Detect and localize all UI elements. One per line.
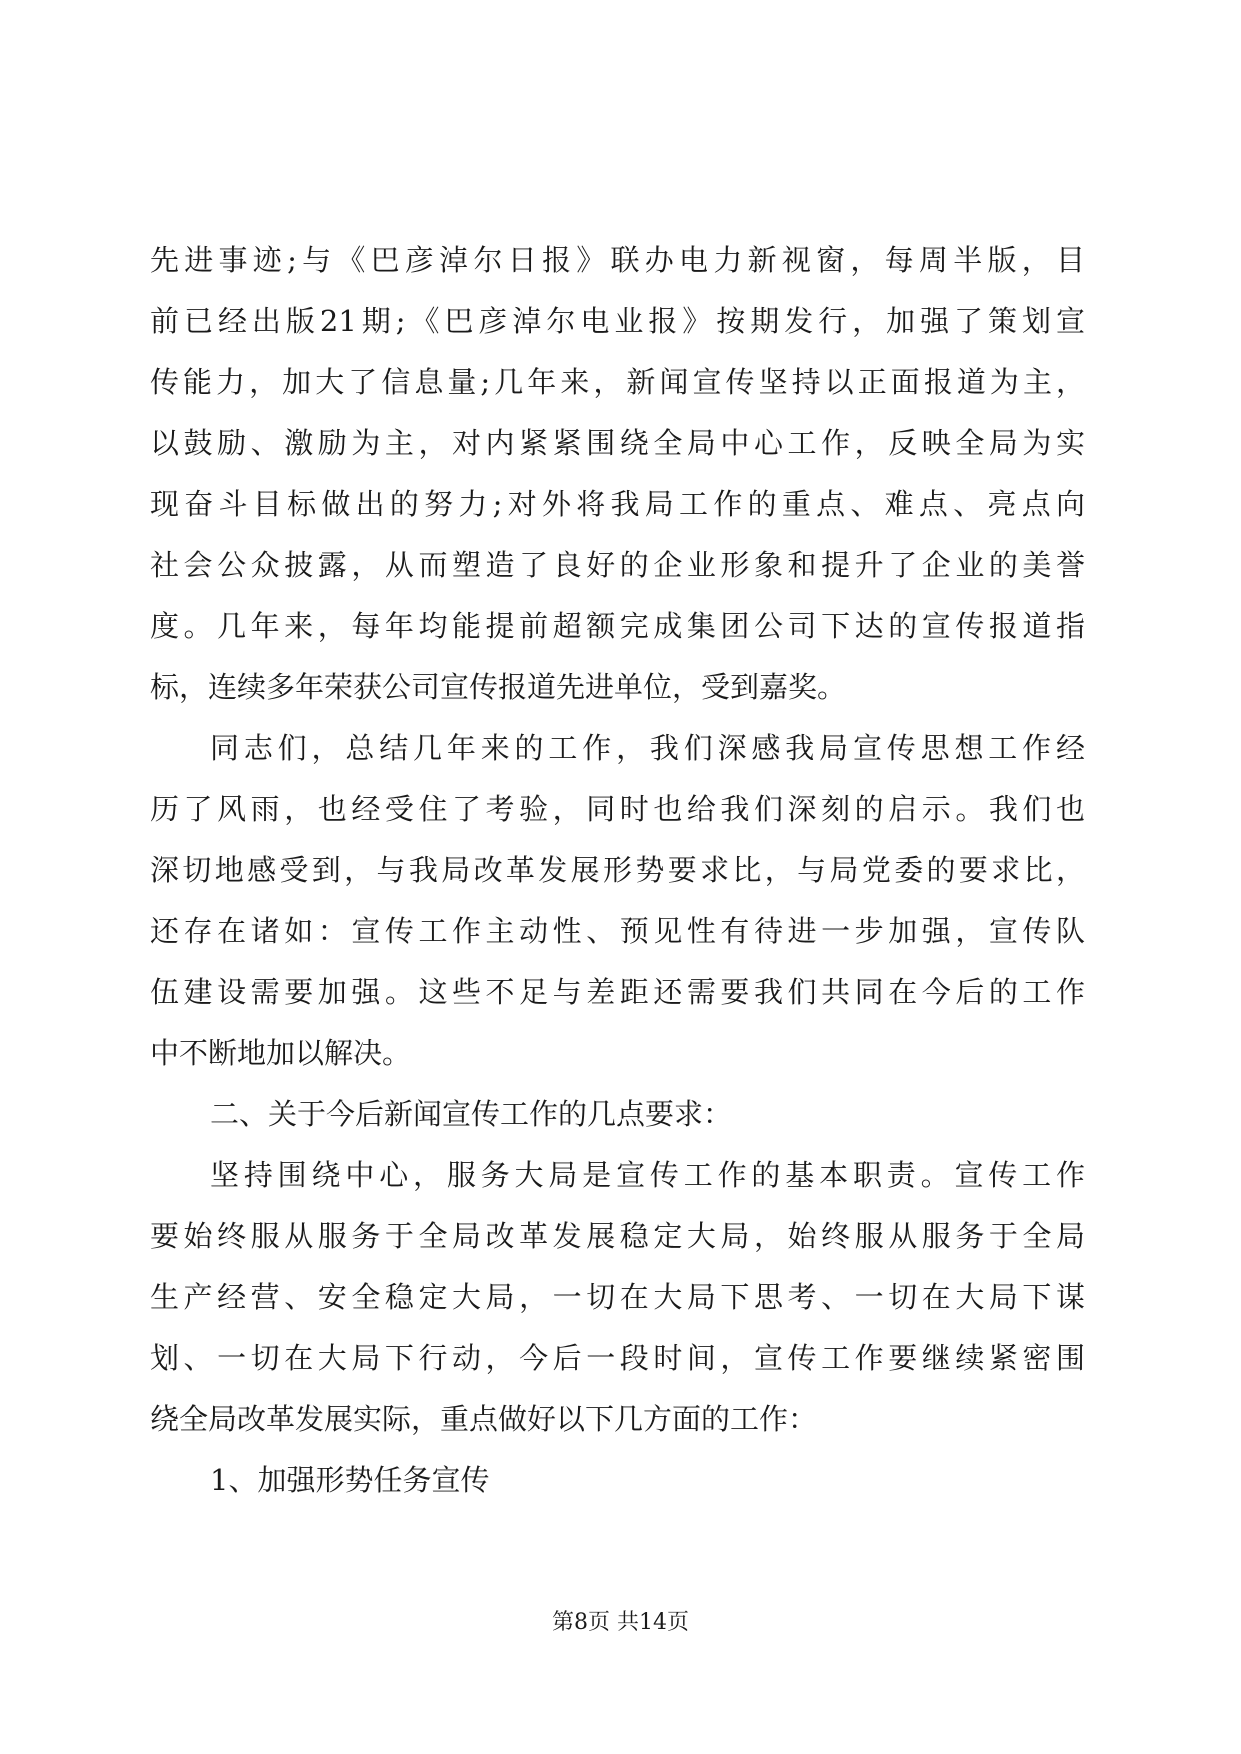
text-line: 绕全局改革发展实际，重点做好以下几方面的工作： — [150, 1402, 818, 1436]
text-line: 前已经出版21期;《巴彦淖尔电业报》按期发行，加强了策划宣 — [150, 304, 1085, 338]
text-line: 以鼓励、激励为主，对内紧紧围绕全局中心工作，反映全局为实 — [150, 426, 1085, 460]
text-line: 划、一切在大局下行动，今后一段时间，宣传工作要继续紧密围 — [150, 1341, 1085, 1375]
text-line: 标，连续多年荣获公司宣传报道先进单位，受到嘉奖。 — [150, 670, 847, 704]
text-line: 深切地感受到，与我局改革发展形势要求比，与局党委的要求比， — [150, 853, 1085, 887]
text-line: 还存在诸如：宣传工作主动性、预见性有待进一步加强，宣传队 — [150, 914, 1085, 948]
paragraph-first-line: 同志们，总结几年来的工作，我们深感我局宣传思想工作经 — [210, 731, 1085, 765]
text-line: 传能力，加大了信息量;几年来，新闻宣传坚持以正面报道为主， — [150, 365, 1085, 399]
text-line: 社会公众披露，从而塑造了良好的企业形象和提升了企业的美誉 — [150, 548, 1085, 582]
document-body — [150, 230, 1085, 1511]
text-line: 要始终服从服务于全局改革发展稳定大局，始终服从服务于全局 — [150, 1219, 1085, 1253]
subsection-heading: 1、加强形势任务宣传 — [210, 1463, 490, 1497]
page-number-footer: 第8页 共14页 — [552, 1610, 689, 1635]
paragraph-first-line: 坚持围绕中心，服务大局是宣传工作的基本职责。宣传工作 — [210, 1158, 1085, 1192]
text-line: 度。几年来，每年均能提前超额完成集团公司下达的宣传报道指 — [150, 609, 1085, 643]
text-line: 历了风雨，也经受住了考验，同时也给我们深刻的启示。我们也 — [150, 792, 1085, 826]
text-line: 中不断地加以解决。 — [150, 1036, 412, 1070]
section-heading: 二、关于今后新闻宣传工作的几点要求： — [210, 1097, 733, 1131]
text-line: 现奋斗目标做出的努力;对外将我局工作的重点、难点、亮点向 — [150, 487, 1085, 521]
text-line: 伍建设需要加强。这些不足与差距还需要我们共同在今后的工作 — [150, 975, 1085, 1009]
text-line: 先进事迹;与《巴彦淖尔日报》联办电力新视窗，每周半版，目 — [150, 243, 1085, 277]
text-line: 生产经营、安全稳定大局，一切在大局下思考、一切在大局下谋 — [150, 1280, 1085, 1314]
